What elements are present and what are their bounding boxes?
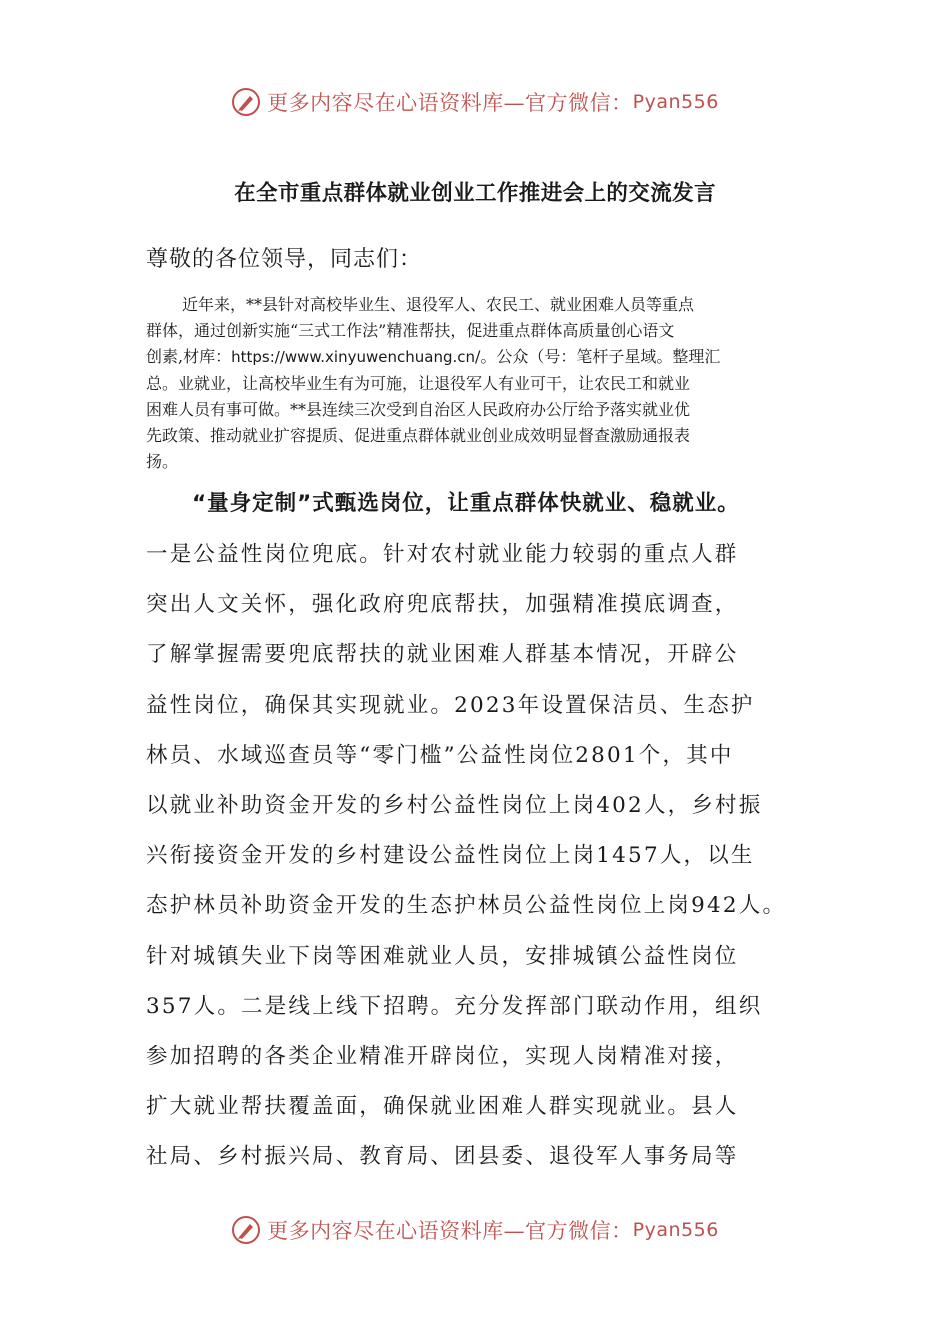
body-paragraph <box>146 530 836 1183</box>
body-line: 态护林员补助资金开发的生态护林员公益性岗位上岗942人。 <box>146 893 787 919</box>
section-heading: “量身定制”式甄选岗位，让重点群体快就业、稳就业。 <box>192 491 740 516</box>
body-line: 扩大就业帮扶覆盖面，确保就业困难人群实现就业。县人 <box>146 1094 739 1120</box>
document-title: 在全市重点群体就业创业工作推进会上的交流发言 <box>234 181 716 206</box>
intro-paragraph <box>146 292 806 475</box>
intro-line-suffix: /。公众（号：笔杆子星域。整理汇 <box>475 347 721 367</box>
intro-line: 先政策、推动就业扩容提质、促进重点群体就业创业成效明显督查激励通报表 <box>146 426 691 446</box>
body-line: 益性岗位，确保其实现就业。2023年设置保洁员、生态护 <box>146 692 755 718</box>
intro-line-with-url <box>146 344 806 370</box>
body-line: 一是公益性岗位兜底。针对农村就业能力较弱的重点人群 <box>146 542 739 567</box>
footer-banner <box>0 1210 950 1250</box>
body-line: 参加招聘的各类企业精准开辟岗位，实现人岗精准对接， <box>146 1044 739 1070</box>
header-banner-text: 更多内容尽在心语资料库—官方微信： <box>267 91 633 115</box>
intro-line: 扬。 <box>146 452 179 472</box>
body-line: 林员、水域巡查员等“零门槛”公益性岗位2801个，其中 <box>146 742 734 768</box>
header-banner <box>0 82 950 122</box>
body-line: 突出人文关怀，强化政府兜底帮扶，加强精准摸底调查， <box>146 592 739 618</box>
intro-line-prefix: 创素,材库： <box>146 347 232 367</box>
body-line: 针对城镇失业下岗等困难就业人员，安排城镇公益性岗位 <box>146 943 739 969</box>
body-line: 了解掌握需要兜底帮扶的就业困难人群基本情况，开辟公 <box>146 642 739 668</box>
pen-seal-icon <box>231 1215 261 1245</box>
footer-banner-text: 更多内容尽在心语资料库—官方微信： <box>267 1219 633 1243</box>
intro-line: 困难人员有事可做。**县连续三次受到自治区人民政府办公厅给予落实就业优 <box>146 399 691 419</box>
intro-line: 总。业就业，让高校毕业生有为可施，让退役军人有业可干，让农民工和就业 <box>146 373 691 393</box>
salutation: 尊敬的各位领导，同志们： <box>146 247 423 272</box>
intro-line: 群体，通过创新实施“三式工作法”精准帮扶，促进重点群体高质量创心语文 <box>146 321 675 341</box>
header-banner-handle: Pyan556 <box>632 91 719 113</box>
intro-line: 近年来，**县针对高校毕业生、退役军人、农民工、就业困难人员等重点 <box>182 295 695 314</box>
intro-url: https://www.xinyuwenchuang.cn <box>231 348 475 367</box>
body-line: 社局、乡村振兴局、教育局、团县委、退役军人事务局等 <box>146 1144 739 1170</box>
body-line: 以就业补助资金开发的乡村公益性岗位上岗402人，乡村振 <box>146 793 763 819</box>
pen-seal-icon <box>231 87 261 117</box>
body-line: 357人。二是线上线下招聘。充分发挥部门联动作用，组织 <box>146 993 763 1019</box>
footer-banner-handle: Pyan556 <box>632 1219 719 1241</box>
body-line: 兴衔接资金开发的乡村建设公益性岗位上岗1457人，以生 <box>146 843 755 869</box>
